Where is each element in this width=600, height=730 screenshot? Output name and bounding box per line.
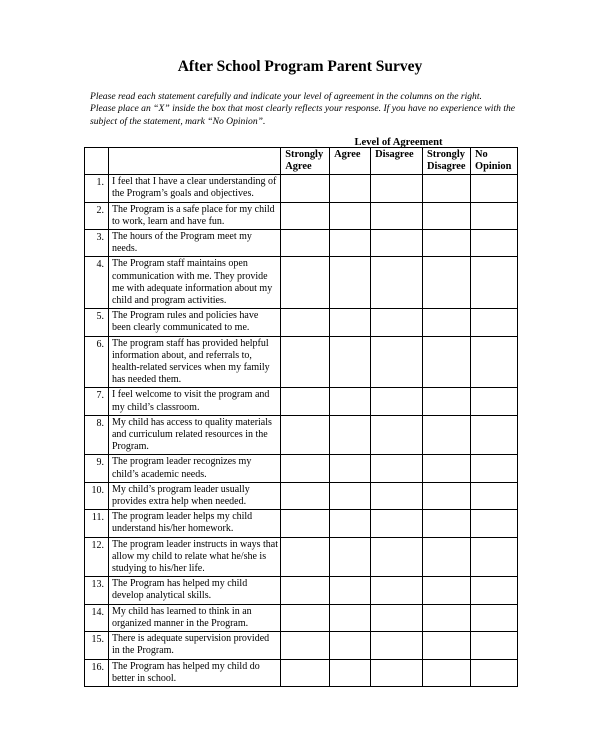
- response-box-disagree[interactable]: [371, 632, 423, 659]
- statement-number: 14.: [85, 604, 109, 631]
- table-row: [85, 632, 518, 659]
- response-box-strongly-agree[interactable]: [281, 659, 330, 686]
- header-row: [85, 148, 518, 175]
- statement-number: 10.: [85, 482, 109, 509]
- table-row: [85, 336, 518, 388]
- response-box-disagree[interactable]: [371, 577, 423, 604]
- statement-text: The program staff has provided helpful information about, and referrals to, health-related services when my family has needed them.: [108, 336, 280, 388]
- response-box-disagree[interactable]: [371, 604, 423, 631]
- response-box-agree[interactable]: [330, 482, 371, 509]
- response-box-disagree[interactable]: [371, 455, 423, 482]
- statement-number: 12.: [85, 537, 109, 577]
- statement-text: The Program is a safe place for my child to work, learn and have fun.: [108, 202, 280, 229]
- column-header-strongly-disagree: Strongly Disagree: [423, 148, 471, 175]
- table-row: [85, 482, 518, 509]
- response-box-agree[interactable]: [330, 510, 371, 537]
- statement-text: There is adequate supervision provided in the Program.: [108, 632, 280, 659]
- response-box-strongly-disagree[interactable]: [423, 415, 471, 455]
- response-box-agree[interactable]: [330, 537, 371, 577]
- column-header-disagree: Disagree: [371, 148, 423, 175]
- statement-text: The program leader recognizes my child’s academic needs.: [108, 455, 280, 482]
- response-box-strongly-disagree[interactable]: [423, 604, 471, 631]
- table-row: [85, 510, 518, 537]
- statement-number: 4.: [85, 257, 109, 309]
- response-box-strongly-disagree[interactable]: [423, 632, 471, 659]
- response-box-disagree[interactable]: [371, 230, 423, 257]
- response-box-strongly-disagree[interactable]: [423, 175, 471, 202]
- table-row: [85, 604, 518, 631]
- response-box-strongly-disagree[interactable]: [423, 230, 471, 257]
- table-row: [85, 309, 518, 336]
- response-box-strongly-disagree[interactable]: [423, 257, 471, 309]
- statement-column-header: [108, 148, 280, 175]
- response-box-agree[interactable]: [330, 230, 371, 257]
- response-box-no-opinion[interactable]: [471, 415, 518, 455]
- statement-number: 3.: [85, 230, 109, 257]
- response-box-disagree[interactable]: [371, 202, 423, 229]
- response-box-strongly-agree[interactable]: [281, 202, 330, 229]
- response-box-no-opinion[interactable]: [471, 175, 518, 202]
- response-box-strongly-disagree[interactable]: [423, 482, 471, 509]
- response-box-no-opinion[interactable]: [471, 202, 518, 229]
- response-box-disagree[interactable]: [371, 415, 423, 455]
- response-box-agree[interactable]: [330, 175, 371, 202]
- level-of-agreement-header: Level of Agreement: [354, 137, 443, 148]
- response-box-disagree[interactable]: [371, 482, 423, 509]
- response-box-disagree[interactable]: [371, 388, 423, 415]
- statement-number: 2.: [85, 202, 109, 229]
- response-box-agree[interactable]: [330, 604, 371, 631]
- statement-text: The Program rules and policies have been clearly communicated to me.: [108, 309, 280, 336]
- response-box-agree[interactable]: [330, 659, 371, 686]
- response-box-agree[interactable]: [330, 632, 371, 659]
- response-box-agree[interactable]: [330, 455, 371, 482]
- response-box-agree[interactable]: [330, 577, 371, 604]
- response-box-agree[interactable]: [330, 388, 371, 415]
- response-box-strongly-agree[interactable]: [281, 309, 330, 336]
- response-box-strongly-disagree[interactable]: [423, 336, 471, 388]
- table-row: [85, 230, 518, 257]
- statement-text: I feel that I have a clear understanding of the Program’s goals and objectives.: [108, 175, 280, 202]
- response-box-strongly-disagree[interactable]: [423, 309, 471, 336]
- statement-text: The Program has helped my child do better in school.: [108, 659, 280, 686]
- statement-text: My child has learned to think in an organized manner in the Program.: [108, 604, 280, 631]
- statement-number: 5.: [85, 309, 109, 336]
- statement-text: The program leader instructs in ways that allow my child to relate what he/she is studying to his/her life.: [108, 537, 280, 577]
- response-box-no-opinion[interactable]: [471, 309, 518, 336]
- statement-number: 8.: [85, 415, 109, 455]
- instructions: [90, 91, 520, 128]
- response-box-no-opinion[interactable]: [471, 388, 518, 415]
- response-box-no-opinion[interactable]: [471, 632, 518, 659]
- response-box-agree[interactable]: [330, 336, 371, 388]
- response-box-no-opinion[interactable]: [471, 336, 518, 388]
- instruction-line: Please place an “X” inside the box that most clearly reflects your response. If you have no experience with the subject of the statement, mark “No Opinion”.: [90, 103, 516, 127]
- statement-text: The program leader helps my child understand his/her homework.: [108, 510, 280, 537]
- statement-number: 9.: [85, 455, 109, 482]
- response-box-strongly-agree[interactable]: [281, 257, 330, 309]
- statement-text: The hours of the Program meet my needs.: [108, 230, 280, 257]
- response-box-no-opinion[interactable]: [471, 230, 518, 257]
- response-box-no-opinion[interactable]: [471, 659, 518, 686]
- response-box-agree[interactable]: [330, 309, 371, 336]
- response-box-no-opinion[interactable]: [471, 257, 518, 309]
- statement-number: 11.: [85, 510, 109, 537]
- response-box-no-opinion[interactable]: [471, 604, 518, 631]
- column-header-agree: Agree: [330, 148, 371, 175]
- response-box-disagree[interactable]: [371, 175, 423, 202]
- statement-text: The Program staff maintains open communication with me. They provide me with adequate information about my child and program activities.: [108, 257, 280, 309]
- response-box-strongly-disagree[interactable]: [423, 510, 471, 537]
- response-box-strongly-disagree[interactable]: [423, 577, 471, 604]
- response-box-no-opinion[interactable]: [471, 577, 518, 604]
- response-box-disagree[interactable]: [371, 257, 423, 309]
- response-box-strongly-agree[interactable]: [281, 604, 330, 631]
- response-box-strongly-agree[interactable]: [281, 482, 330, 509]
- response-box-agree[interactable]: [330, 415, 371, 455]
- response-box-strongly-agree[interactable]: [281, 510, 330, 537]
- table-row: [85, 659, 518, 686]
- table-row: [85, 202, 518, 229]
- statement-number: 6.: [85, 336, 109, 388]
- statement-number: 13.: [85, 577, 109, 604]
- table-row: [85, 577, 518, 604]
- number-column-header: [85, 148, 109, 175]
- response-box-strongly-agree[interactable]: [281, 632, 330, 659]
- column-header-no-opinion: No Opinion: [471, 148, 518, 175]
- table-row: [85, 537, 518, 577]
- response-box-disagree[interactable]: [371, 336, 423, 388]
- response-box-no-opinion[interactable]: [471, 482, 518, 509]
- statement-text: My child has access to quality materials and curriculum related resources in the Program.: [108, 415, 280, 455]
- column-header-strongly-agree: Strongly Agree: [281, 148, 330, 175]
- response-box-agree[interactable]: [330, 257, 371, 309]
- survey-body: [85, 175, 518, 687]
- response-box-strongly-agree[interactable]: [281, 230, 330, 257]
- table-row: [85, 257, 518, 309]
- instruction-line: Please read each statement carefully and indicate your level of agreement in the columns on the right.: [90, 91, 482, 102]
- statement-text: I feel welcome to visit the program and my child’s classroom.: [108, 388, 280, 415]
- statement-text: My child’s program leader usually provides extra help when needed.: [108, 482, 280, 509]
- table-row: [85, 415, 518, 455]
- response-box-strongly-disagree[interactable]: [423, 455, 471, 482]
- response-box-strongly-agree[interactable]: [281, 537, 330, 577]
- response-box-strongly-agree[interactable]: [281, 455, 330, 482]
- response-box-no-opinion[interactable]: [471, 455, 518, 482]
- table-row: [85, 388, 518, 415]
- statement-text: The Program has helped my child develop analytical skills.: [108, 577, 280, 604]
- response-box-agree[interactable]: [330, 202, 371, 229]
- response-box-strongly-disagree[interactable]: [423, 388, 471, 415]
- statement-number: 15.: [85, 632, 109, 659]
- response-box-strongly-agree[interactable]: [281, 175, 330, 202]
- response-box-no-opinion[interactable]: [471, 510, 518, 537]
- response-box-strongly-disagree[interactable]: [423, 537, 471, 577]
- statement-number: 7.: [85, 388, 109, 415]
- response-box-strongly-disagree[interactable]: [423, 659, 471, 686]
- page-title: After School Program Parent Survey: [177, 58, 423, 75]
- response-box-strongly-disagree[interactable]: [423, 202, 471, 229]
- response-box-strongly-agree[interactable]: [281, 577, 330, 604]
- survey-table: [84, 147, 518, 687]
- response-box-strongly-agree[interactable]: [281, 336, 330, 388]
- statement-number: 1.: [85, 175, 109, 202]
- response-box-disagree[interactable]: [371, 537, 423, 577]
- response-box-disagree[interactable]: [371, 309, 423, 336]
- response-box-disagree[interactable]: [371, 659, 423, 686]
- response-box-no-opinion[interactable]: [471, 537, 518, 577]
- table-row: [85, 175, 518, 202]
- statement-number: 16.: [85, 659, 109, 686]
- response-box-strongly-agree[interactable]: [281, 388, 330, 415]
- response-box-disagree[interactable]: [371, 510, 423, 537]
- response-box-strongly-agree[interactable]: [281, 415, 330, 455]
- table-row: [85, 455, 518, 482]
